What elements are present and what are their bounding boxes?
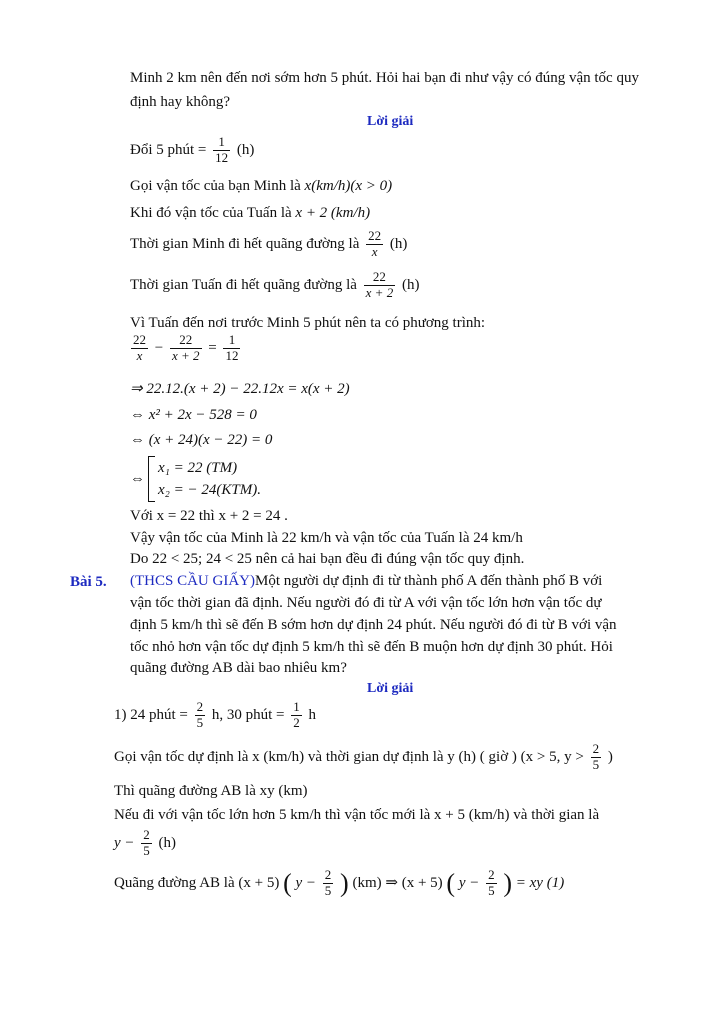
solution-heading-2: Lời giải <box>367 681 414 696</box>
item1-f1-den: 5 <box>196 714 204 730</box>
sol2-goi-line <box>114 742 613 773</box>
sol2-thi-line: Thì quãng đường AB là xy (km) <box>114 783 308 799</box>
problem-5-line-1 <box>130 574 602 589</box>
sol2-quang-duong-line <box>114 868 564 899</box>
qd-paren-open-2: ( <box>446 868 456 898</box>
doi-fraction <box>213 135 230 166</box>
equation-5-row-1: x₁ = 22 (TM) <box>158 460 238 476</box>
equation-4: ⇔ (x + 24)(x − 22) = 0 <box>130 432 273 448</box>
problem-5-line-3: định 5 km/h thì sẽ đến B sớm hơn dự định 24 phút. Nếu người đó đi từ B với vận <box>130 617 617 633</box>
solution-heading-1: Lời giải <box>367 114 414 129</box>
vi-line: Vì Tuấn đến nơi trước Minh 5 phút nên ta có phương trình: <box>130 315 486 331</box>
qd-prefix: Quãng đường AB là (x + 5) <box>114 874 280 891</box>
doi-label: Đổi 5 phút = <box>130 141 211 158</box>
tg-tuan-num: 22 <box>364 270 396 286</box>
item1-tail: h <box>308 706 317 723</box>
yminus-unit: (h) <box>158 834 177 851</box>
tg-tuan-fraction <box>364 270 396 301</box>
qd-fraction-1 <box>323 868 334 899</box>
tg-tuan-text: Thời gian Tuấn đi hết quãng đường là <box>130 276 361 293</box>
yminus-fraction <box>141 828 152 859</box>
problem-5-line-2: vận tốc thời gian đã định. Nếu người đó đi từ A với vận tốc lớn hơn vận tốc dự <box>130 595 602 611</box>
vay-line: Vậy vận tốc của Minh là 22 km/h và vận tốc của Tuấn là 24 km/h <box>130 530 523 546</box>
item1-fraction-2 <box>291 700 302 731</box>
tg-tuan-line <box>130 270 419 301</box>
qd-inner-1: y − <box>295 874 320 891</box>
qd-num-2: 2 <box>488 867 495 882</box>
tg-tuan-unit: (h) <box>401 276 420 293</box>
goi-line <box>130 179 392 194</box>
qd-num-1: 2 <box>324 867 332 882</box>
tg-minh-fraction <box>366 229 383 260</box>
tg-minh-den: x <box>371 243 378 259</box>
sol2-yminus-line <box>114 828 176 859</box>
eq1-frac-c <box>223 333 240 364</box>
sol2-goi-text: Gọi vận tốc dự định là x (km/h) và thời gian dự định là y (h) ( giờ ) (x > 5, y > <box>114 748 588 765</box>
eq1-equals: = <box>208 339 217 356</box>
do-line: Do 22 < 25; 24 < 25 nên cả hai bạn đều đi đúng vận tốc quy định. <box>130 551 525 567</box>
qd-fraction-2 <box>486 868 497 899</box>
eq1-frac-a <box>131 333 148 364</box>
tg-minh-text: Thời gian Minh đi hết quãng đường là <box>130 235 364 252</box>
tg-minh-line <box>130 229 407 260</box>
equation-1 <box>128 333 243 364</box>
eq1-minus: − <box>154 339 164 356</box>
doi-den: 12 <box>215 149 229 165</box>
khi-text: Khi đó vận tốc của Tuấn là <box>130 205 296 221</box>
doi-unit: (h) <box>236 141 255 158</box>
eq1-frac-b <box>170 333 202 364</box>
qd-paren-open-1: ( <box>283 868 292 898</box>
doi-line <box>130 135 254 166</box>
equation-5-bracket <box>148 456 155 502</box>
yminus-den: 5 <box>143 842 150 858</box>
problem-5-line-4: tốc nhỏ hơn vận tốc dự định 5 km/h thì sẽ đến B muộn hơn dự định 30 phút. Hỏi <box>130 639 613 655</box>
qd-mid: (km) ⇒ (x + 5) <box>352 874 443 891</box>
intro-line-2: định hay không? <box>130 94 230 110</box>
khi-line <box>130 206 370 221</box>
eq1-b-num: 22 <box>170 333 202 349</box>
eq1-c-den: 12 <box>225 347 239 363</box>
tg-minh-num: 22 <box>368 228 382 243</box>
eq1-a-den: x <box>136 347 143 363</box>
sol2-goi-num: 2 <box>592 741 600 756</box>
problem-5-source: (THCS CẦU GIẤY) <box>130 573 255 589</box>
item1-fraction-1 <box>195 700 206 731</box>
goi-math: x(km/h)(x > 0) <box>304 178 393 194</box>
sol2-goi-fraction <box>591 742 602 773</box>
equation-5-row-2: x₂ = − 24(KTM). <box>158 482 261 498</box>
qd-paren-close-1: ) <box>340 868 349 898</box>
tg-minh-unit: (h) <box>389 235 408 252</box>
qd-inner-2: y − <box>458 874 484 891</box>
qd-den-2: 5 <box>488 882 495 898</box>
equation-5-arrow: ⇔ <box>130 471 145 487</box>
yminus-num: 2 <box>143 827 150 842</box>
equation-3: ⇔ x² + 2x − 528 = 0 <box>130 407 257 423</box>
tg-tuan-den: x + 2 <box>365 284 394 300</box>
qd-den-1: 5 <box>324 882 332 898</box>
yminus-prefix: y − <box>114 834 139 851</box>
qd-paren-close-2: ) <box>503 868 513 898</box>
sol2-item-1 <box>114 700 316 731</box>
sol2-neu-line: Nếu đi với vận tốc lớn hơn 5 km/h thì vận tốc mới là x + 5 (km/h) và thời gian là <box>114 807 600 823</box>
eq1-a-num: 22 <box>133 332 146 347</box>
eq1-c-num: 1 <box>223 333 240 349</box>
sol2-goi-close: ) <box>607 748 613 765</box>
item1-mid: h, 30 phút = <box>211 706 289 723</box>
item1-f2-den: 2 <box>293 714 300 730</box>
qd-tail: = xy (1) <box>515 874 565 891</box>
doi-num: 1 <box>213 135 230 151</box>
problem-5-label: Bài 5. <box>70 574 107 590</box>
equation-2: ⇒ 22.12.(x + 2) − 22.12x = x(x + 2) <box>130 381 350 397</box>
item1-f1-num: 2 <box>196 699 204 714</box>
item1-prefix: 1) 24 phút = <box>114 706 192 723</box>
problem-5-line-1-rest: Một người dự định đi từ thành phố A đến thành phố B với <box>255 573 603 589</box>
problem-5-line-5: quãng đường AB dài bao nhiêu km? <box>130 660 347 676</box>
goi-text: Gọi vận tốc của bạn Minh là <box>130 178 305 194</box>
intro-line-1: Minh 2 km nên đến nơi sớm hơn 5 phút. Hỏi hai bạn đi như vậy có đúng vận tốc quy <box>130 70 639 86</box>
sol2-goi-den: 5 <box>592 756 600 772</box>
eq1-b-den: x + 2 <box>171 347 200 363</box>
voi-line: Với x = 22 thì x + 2 = 24 . <box>130 508 288 524</box>
item1-f2-num: 1 <box>293 699 300 714</box>
khi-math: x + 2 (km/h) <box>295 205 371 221</box>
